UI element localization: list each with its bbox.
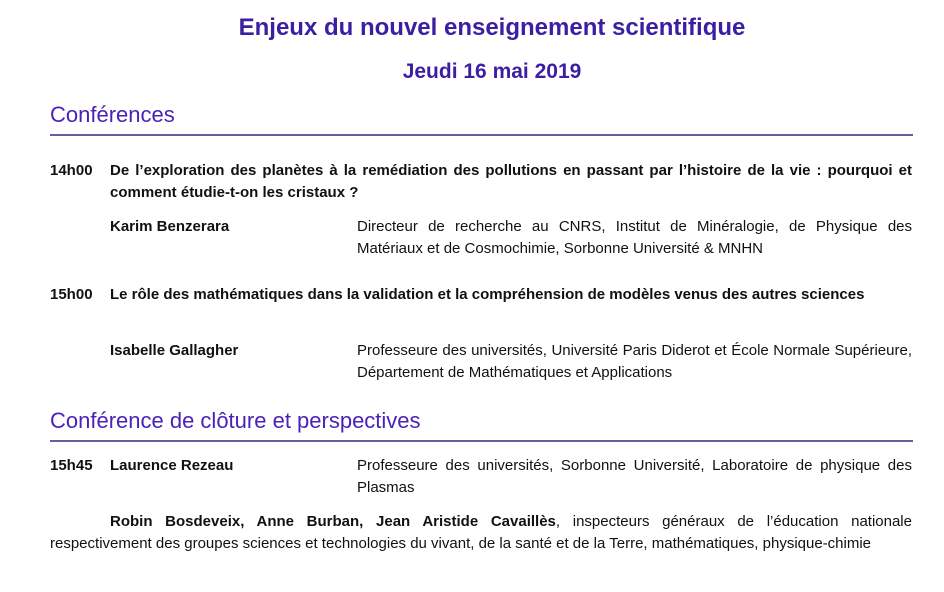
talk-time: 14h00 bbox=[50, 162, 93, 179]
section-heading-closing: Conférence de clôture et perspectives bbox=[50, 408, 421, 433]
talk-time: 15h45 bbox=[50, 457, 93, 474]
closing-paragraph bbox=[50, 511, 912, 555]
speaker-name: Isabelle Gallagher bbox=[110, 342, 239, 359]
closing-speakers: Robin Bosdeveix, Anne Burban, Jean Aristide Cavaillès bbox=[110, 513, 556, 530]
closing-description: , inspecteurs généraux de l’éducation nationale respectivement des groupes sciences et technologies du vivant, de la santé et de la Terre, mathématiques, physique-chimie bbox=[50, 513, 912, 552]
speaker-affiliation: Directeur de recherche au CNRS, Institut de Minéralogie, de Physique des Matériaux et de Cosmochimie, Sorbonne Université & MNHN bbox=[357, 218, 912, 257]
talk-title: De l’exploration des planètes à la remédiation des pollutions en passant par l’histoire de la vie : pourquoi et comment étudie-t-on les cristaux ? bbox=[110, 162, 912, 201]
section-divider bbox=[50, 134, 913, 136]
event-date: Jeudi 16 mai 2019 bbox=[402, 60, 582, 83]
talk-time: 15h00 bbox=[50, 286, 93, 303]
speaker-name: Laurence Rezeau bbox=[110, 457, 234, 474]
speaker-affiliation: Professeure des universités, Université Paris Diderot et École Normale Supérieure, Département de Mathématiques et Applications bbox=[357, 342, 912, 381]
speaker-affiliation: Professeure des universités, Sorbonne Université, Laboratoire de physique des Plasmas bbox=[357, 457, 912, 496]
talk-title: Le rôle des mathématiques dans la validation et la compréhension de modèles venus des autres sciences bbox=[110, 286, 865, 303]
section-divider bbox=[50, 440, 913, 442]
speaker-name: Karim Benzerara bbox=[110, 218, 230, 235]
page-title: Enjeux du nouvel enseignement scientifique bbox=[238, 14, 746, 41]
section-heading-conferences: Conférences bbox=[50, 102, 175, 127]
